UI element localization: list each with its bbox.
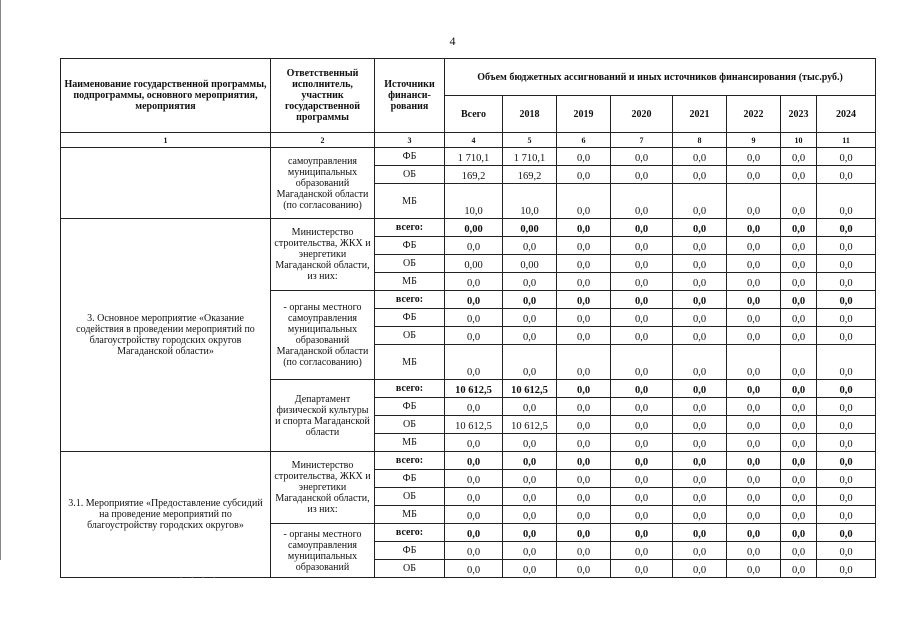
value-cell: 0,0 [781, 470, 817, 488]
value-cell: 10,0 [445, 184, 503, 219]
executor-cell: - органы местного самоуправления муниципальных образований [271, 524, 375, 578]
col-number: 10 [781, 133, 817, 148]
value-cell: 0,0 [673, 184, 727, 219]
page-number: 4 [449, 34, 456, 48]
value-cell: 0,0 [817, 148, 876, 166]
value-cell: 0,0 [557, 219, 611, 237]
value-cell: 0,0 [557, 237, 611, 255]
value-cell: 0,0 [611, 416, 673, 434]
col-number: 7 [611, 133, 673, 148]
value-cell: 0,0 [557, 380, 611, 398]
value-cell: 0,0 [727, 255, 781, 273]
value-cell: 0,0 [611, 506, 673, 524]
value-cell: 0,0 [611, 470, 673, 488]
value-cell: 10 612,5 [445, 416, 503, 434]
source-cell: ОБ [375, 416, 445, 434]
value-cell: 0,0 [727, 148, 781, 166]
header-year: 2018 [503, 96, 557, 133]
value-cell: 10 612,5 [503, 380, 557, 398]
program-name-cell: 3. Основное мероприятие «Оказание содействия в проведении мероприятий по благоустройству городских округов Магаданской области» [61, 219, 271, 452]
value-cell: 0,0 [817, 380, 876, 398]
value-cell: 0,0 [781, 184, 817, 219]
value-cell: 0,00 [503, 219, 557, 237]
value-cell: 0,0 [781, 506, 817, 524]
value-cell: 0,0 [817, 560, 876, 578]
value-cell: 0,0 [557, 309, 611, 327]
value-cell: 0,0 [781, 398, 817, 416]
value-cell: 0,0 [557, 488, 611, 506]
value-cell: 0,0 [673, 506, 727, 524]
value-cell: 0,0 [503, 452, 557, 470]
value-cell: 0,0 [445, 524, 503, 542]
value-cell: 0,0 [817, 452, 876, 470]
value-cell: 0,0 [673, 542, 727, 560]
value-cell: 0,0 [727, 416, 781, 434]
value-cell: 0,0 [781, 488, 817, 506]
value-cell: 0,0 [727, 452, 781, 470]
value-cell: 0,0 [611, 380, 673, 398]
header-year: 2022 [727, 96, 781, 133]
value-cell: 0,0 [781, 273, 817, 291]
value-cell: 0,0 [781, 434, 817, 452]
value-cell: 0,0 [727, 309, 781, 327]
value-cell: 0,0 [503, 434, 557, 452]
value-cell: 0,0 [817, 345, 876, 380]
value-cell: 0,0 [557, 434, 611, 452]
value-cell: 0,0 [673, 434, 727, 452]
executor-cell: - органы местного самоуправления муниципальных образований Магаданской области (по согласованию) [271, 291, 375, 380]
value-cell: 0,0 [445, 452, 503, 470]
value-cell: 0,0 [673, 524, 727, 542]
value-cell: 0,0 [611, 524, 673, 542]
value-cell: 0,0 [503, 273, 557, 291]
source-cell: всего: [375, 524, 445, 542]
value-cell: 169,2 [503, 166, 557, 184]
source-cell: всего: [375, 380, 445, 398]
value-cell: 0,0 [817, 255, 876, 273]
source-cell: ОБ [375, 560, 445, 578]
header-year: 2021 [673, 96, 727, 133]
value-cell: 0,0 [503, 291, 557, 309]
value-cell: 0,0 [781, 291, 817, 309]
value-cell: 10,0 [503, 184, 557, 219]
value-cell: 0,0 [611, 434, 673, 452]
value-cell: 0,0 [445, 309, 503, 327]
value-cell: 0,0 [781, 416, 817, 434]
value-cell: 0,0 [503, 345, 557, 380]
value-cell: 0,0 [781, 237, 817, 255]
value-cell: 0,0 [611, 219, 673, 237]
value-cell: 0,0 [817, 434, 876, 452]
value-cell: 0,0 [557, 452, 611, 470]
value-cell: 0,0 [673, 416, 727, 434]
value-cell: 0,0 [727, 291, 781, 309]
value-cell: 0,0 [673, 345, 727, 380]
value-cell: 0,0 [817, 166, 876, 184]
value-cell: 0,0 [445, 345, 503, 380]
value-cell: 0,0 [557, 416, 611, 434]
source-cell: всего: [375, 452, 445, 470]
value-cell: 0,0 [727, 184, 781, 219]
value-cell: 0,0 [817, 237, 876, 255]
value-cell: 0,0 [445, 560, 503, 578]
value-cell: 0,0 [781, 166, 817, 184]
value-cell: 0,0 [611, 148, 673, 166]
value-cell: 0,0 [503, 309, 557, 327]
value-cell: 0,0 [673, 327, 727, 345]
value-cell: 0,0 [781, 345, 817, 380]
value-cell: 0,0 [727, 327, 781, 345]
value-cell: 0,0 [503, 560, 557, 578]
header-year: 2023 [781, 96, 817, 133]
value-cell: 0,00 [445, 255, 503, 273]
value-cell: 0,0 [611, 237, 673, 255]
value-cell: 0,0 [673, 470, 727, 488]
source-cell: всего: [375, 291, 445, 309]
value-cell: 0,0 [611, 560, 673, 578]
value-cell: 0,0 [817, 309, 876, 327]
value-cell: 0,0 [817, 506, 876, 524]
value-cell: 0,0 [611, 184, 673, 219]
value-cell: 0,0 [727, 542, 781, 560]
value-cell: 0,0 [445, 291, 503, 309]
source-cell: ФБ [375, 309, 445, 327]
value-cell: 0,0 [503, 542, 557, 560]
source-cell: ОБ [375, 166, 445, 184]
value-cell: 0,0 [673, 380, 727, 398]
value-cell: 0,00 [503, 255, 557, 273]
value-cell: 0,0 [781, 219, 817, 237]
value-cell: 0,0 [673, 452, 727, 470]
value-cell: 0,0 [503, 398, 557, 416]
value-cell: 0,0 [817, 542, 876, 560]
value-cell: 0,0 [673, 291, 727, 309]
value-cell: 0,0 [611, 542, 673, 560]
value-cell: 0,0 [817, 398, 876, 416]
value-cell: 10 612,5 [503, 416, 557, 434]
value-cell: 0,0 [673, 488, 727, 506]
page-edge-line [0, 0, 1, 560]
value-cell: 0,0 [445, 434, 503, 452]
value-cell: 0,0 [781, 560, 817, 578]
value-cell: 0,0 [673, 219, 727, 237]
executor-cell: самоуправления муниципальных образований Магаданской области (по согласованию) [271, 148, 375, 219]
value-cell: 0,0 [781, 327, 817, 345]
value-cell: 0,0 [817, 488, 876, 506]
col-number: 1 [61, 133, 271, 148]
value-cell: 0,0 [503, 237, 557, 255]
value-cell: 0,0 [781, 452, 817, 470]
value-cell: 0,0 [445, 506, 503, 524]
value-cell: 0,0 [817, 273, 876, 291]
value-cell: 0,0 [557, 148, 611, 166]
value-cell: 0,0 [557, 291, 611, 309]
value-cell: 0,0 [727, 273, 781, 291]
value-cell: 0,0 [673, 255, 727, 273]
executor-cell: Министерство строительства, ЖКХ и энергетики Магаданской области, из них: [271, 452, 375, 524]
source-cell: ОБ [375, 488, 445, 506]
program-name-cell: 3.1. Мероприятие «Предоставление субсидий на проведение мероприятий по благоустройству городских округов» [61, 452, 271, 578]
value-cell: 0,0 [727, 524, 781, 542]
executor-cell: Министерство строительства, ЖКХ и энергетики Магаданской области, из них: [271, 219, 375, 291]
col-number: 2 [271, 133, 375, 148]
value-cell: 0,0 [503, 524, 557, 542]
value-cell: 0,0 [817, 416, 876, 434]
value-cell: 0,0 [557, 542, 611, 560]
value-cell: 0,0 [781, 524, 817, 542]
table-row [61, 452, 876, 470]
scan-artifact: . . . . [180, 570, 219, 581]
value-cell: 0,0 [503, 470, 557, 488]
header-name: Наименование государственной программы, подпрограммы, основного мероприятия, мероприятия [61, 59, 271, 133]
value-cell: 169,2 [445, 166, 503, 184]
col-number: 3 [375, 133, 445, 148]
program-name-cell-empty [61, 148, 271, 219]
table-row [61, 148, 876, 166]
value-cell: 0,0 [557, 184, 611, 219]
col-number: 9 [727, 133, 781, 148]
value-cell: 0,0 [445, 327, 503, 345]
funding-table [60, 58, 876, 578]
value-cell: 0,0 [445, 237, 503, 255]
value-cell: 0,0 [781, 255, 817, 273]
value-cell: 0,0 [611, 452, 673, 470]
value-cell: 0,0 [557, 166, 611, 184]
value-cell: 0,0 [611, 273, 673, 291]
value-cell: 0,0 [557, 560, 611, 578]
value-cell: 1 710,1 [503, 148, 557, 166]
value-cell: 0,0 [781, 380, 817, 398]
value-cell: 0,0 [817, 291, 876, 309]
value-cell: 0,0 [673, 273, 727, 291]
value-cell: 0,0 [557, 273, 611, 291]
value-cell: 0,0 [557, 506, 611, 524]
value-cell: 0,0 [557, 398, 611, 416]
value-cell: 0,0 [727, 345, 781, 380]
col-number: 5 [503, 133, 557, 148]
value-cell: 0,0 [817, 470, 876, 488]
value-cell: 0,0 [611, 398, 673, 416]
value-cell: 0,0 [727, 237, 781, 255]
source-cell: ФБ [375, 470, 445, 488]
value-cell: 0,0 [611, 345, 673, 380]
value-cell: 0,0 [727, 398, 781, 416]
value-cell: 0,0 [727, 560, 781, 578]
value-cell: 0,0 [611, 309, 673, 327]
value-cell: 0,0 [445, 398, 503, 416]
value-cell: 0,0 [781, 309, 817, 327]
value-cell: 0,0 [611, 291, 673, 309]
value-cell: 0,0 [781, 148, 817, 166]
funding-table-wrap [60, 58, 876, 578]
value-cell: 0,00 [445, 219, 503, 237]
source-cell: ФБ [375, 148, 445, 166]
value-cell: 0,0 [557, 345, 611, 380]
table-body [61, 148, 876, 578]
value-cell: 0,0 [673, 560, 727, 578]
value-cell: 0,0 [817, 327, 876, 345]
table-row [61, 219, 876, 237]
source-cell: ФБ [375, 398, 445, 416]
value-cell: 0,0 [557, 255, 611, 273]
header-funding-group: Объем бюджетных ассигнований и иных источников финансирования (тыс.руб.) [445, 59, 876, 96]
source-cell: ФБ [375, 237, 445, 255]
source-cell: МБ [375, 184, 445, 219]
col-number: 4 [445, 133, 503, 148]
value-cell: 0,0 [727, 380, 781, 398]
value-cell: 0,0 [673, 398, 727, 416]
executor-cell: Департамент физической культуры и спорта Магаданской области [271, 380, 375, 452]
value-cell: 0,0 [445, 273, 503, 291]
value-cell: 10 612,5 [445, 380, 503, 398]
value-cell: 0,0 [503, 327, 557, 345]
source-cell: МБ [375, 434, 445, 452]
col-number: 6 [557, 133, 611, 148]
value-cell: 0,0 [557, 327, 611, 345]
value-cell: 0,0 [611, 327, 673, 345]
value-cell: 0,0 [673, 166, 727, 184]
value-cell: 0,0 [673, 148, 727, 166]
value-cell: 0,0 [781, 542, 817, 560]
header-executor: Ответственный исполнитель, участник государственной программы [271, 59, 375, 133]
header-source: Источники финанси-рования [375, 59, 445, 133]
value-cell: 0,0 [673, 309, 727, 327]
header-year: Всего [445, 96, 503, 133]
source-cell: ОБ [375, 255, 445, 273]
value-cell: 0,0 [727, 166, 781, 184]
value-cell: 0,0 [503, 488, 557, 506]
value-cell: 0,0 [727, 219, 781, 237]
value-cell: 0,0 [727, 470, 781, 488]
value-cell: 0,0 [445, 488, 503, 506]
value-cell: 0,0 [727, 488, 781, 506]
value-cell: 0,0 [503, 506, 557, 524]
value-cell: 0,0 [817, 219, 876, 237]
col-number: 11 [817, 133, 876, 148]
source-cell: МБ [375, 506, 445, 524]
value-cell: 0,0 [727, 506, 781, 524]
source-cell: МБ [375, 273, 445, 291]
value-cell: 0,0 [611, 488, 673, 506]
source-cell: ОБ [375, 327, 445, 345]
value-cell: 0,0 [611, 166, 673, 184]
header-year: 2024 [817, 96, 876, 133]
header-year: 2019 [557, 96, 611, 133]
value-cell: 0,0 [673, 237, 727, 255]
value-cell: 0,0 [445, 470, 503, 488]
value-cell: 0,0 [445, 542, 503, 560]
col-number: 8 [673, 133, 727, 148]
source-cell: всего: [375, 219, 445, 237]
value-cell: 1 710,1 [445, 148, 503, 166]
source-cell: ФБ [375, 542, 445, 560]
value-cell: 0,0 [557, 524, 611, 542]
value-cell: 0,0 [557, 470, 611, 488]
value-cell: 0,0 [727, 434, 781, 452]
source-cell: МБ [375, 345, 445, 380]
value-cell: 0,0 [817, 524, 876, 542]
value-cell: 0,0 [817, 184, 876, 219]
header-year: 2020 [611, 96, 673, 133]
value-cell: 0,0 [611, 255, 673, 273]
